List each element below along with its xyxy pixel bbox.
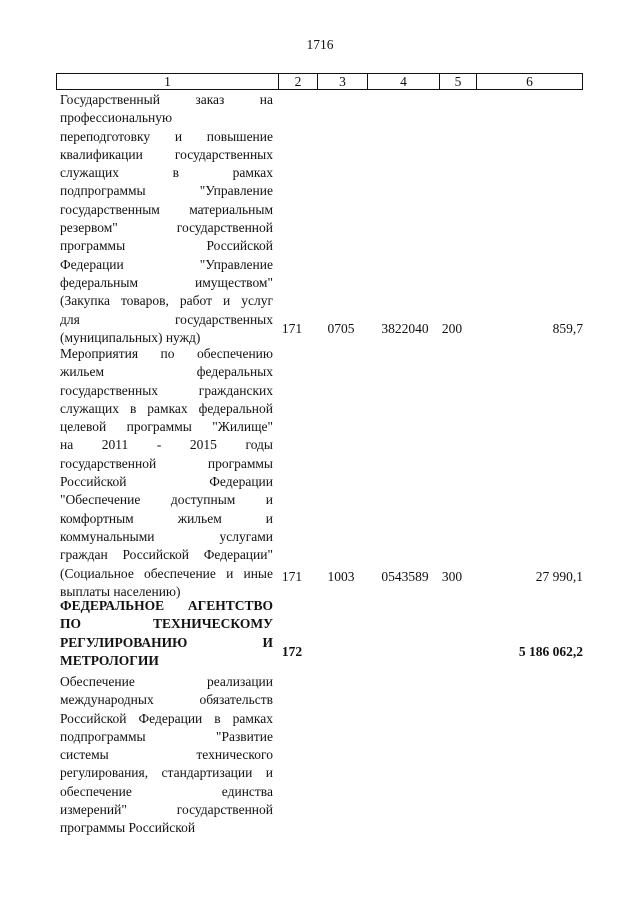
column-header-6: 6 [526, 74, 533, 89]
description-line: комфортным жильем и [60, 510, 273, 526]
table-header-row [56, 73, 583, 90]
table-row [60, 91, 583, 351]
description-line: ФЕДЕРАЛЬНОЕ АГЕНТСТВО [60, 598, 273, 613]
cell-code-5: 300 [441, 569, 463, 584]
description-line: (муниципальных) нужд) [60, 329, 201, 345]
description-line: жильем федеральных [60, 364, 273, 380]
description-line: ПО ТЕХНИЧЕСКОМУ [60, 616, 273, 632]
cell-code-2: 172 [281, 644, 303, 659]
description-line: Российской Федерации [60, 474, 273, 490]
cell-code-4: 3822040 [381, 321, 429, 336]
cell-code-4: 0543589 [381, 569, 429, 584]
row-description [60, 673, 273, 838]
description-line: выплаты населению) [60, 583, 181, 599]
description-line: для государственных [60, 311, 273, 327]
description-line: Российской Федерации в рамках [60, 710, 273, 726]
description-line: государственным материальным [60, 201, 273, 217]
table-row-agency [60, 597, 583, 677]
description-line: программы Российской [60, 238, 273, 254]
description-line: подпрограммы "Развитие [60, 728, 273, 744]
description-line: программы Российской [60, 820, 196, 836]
table-row [60, 345, 583, 605]
description-line: МЕТРОЛОГИИ [60, 652, 159, 668]
cell-amount: 859,7 [552, 321, 583, 336]
cell-amount: 27 990,1 [535, 569, 583, 584]
description-line: регулирования, стандартизации и [60, 765, 273, 781]
description-line: (Закупка товаров, работ и услуг [60, 293, 273, 309]
description-line: системы технического [60, 747, 273, 763]
row-description [60, 91, 273, 347]
page-number: 1716 [306, 37, 334, 52]
description-line: (Социальное обеспечение и иные [60, 565, 273, 581]
agency-title [60, 597, 273, 670]
description-line: резервом" государственной [60, 220, 273, 236]
cell-code-3: 0705 [327, 321, 355, 336]
description-line: федеральным имуществом" [60, 274, 273, 290]
description-line: Обеспечение реализации [60, 674, 273, 689]
description-line: измерений" государственной [60, 802, 273, 818]
description-line: служащих в рамках федеральной [60, 400, 273, 416]
description-line: на 2011 - 2015 годы [60, 437, 273, 453]
description-line: Мероприятия по обеспечению [60, 346, 273, 361]
cell-code-3: 1003 [327, 569, 355, 584]
cell-code-5: 200 [441, 321, 463, 336]
description-line: Федерации "Управление [60, 256, 273, 272]
column-header-1: 1 [57, 74, 279, 89]
cell-code-2: 171 [281, 569, 303, 584]
description-line: переподготовку и повышение [60, 128, 273, 144]
description-line: международных обязательств [60, 692, 273, 708]
description-line: подпрограммы "Управление [60, 183, 273, 199]
description-line: государственных гражданских [60, 382, 273, 398]
description-line: граждан Российской Федерации" [60, 547, 273, 563]
description-line: РЕГУЛИРОВАНИЮ И [60, 634, 273, 650]
column-header-5: 5 [440, 74, 477, 89]
description-line: государственной программы [60, 455, 273, 471]
description-line: коммунальными услугами [60, 528, 273, 544]
cell-code-2: 171 [281, 321, 303, 336]
table-row [60, 673, 583, 848]
description-line: служащих в рамках [60, 165, 273, 181]
description-line: обеспечение единства [60, 783, 273, 799]
description-line: целевой программы "Жилище" [60, 419, 273, 435]
column-header-4: 4 [368, 74, 440, 89]
description-line: квалификации государственных [60, 146, 273, 162]
column-header-2: 2 [279, 74, 318, 89]
row-description [60, 345, 273, 601]
cell-amount: 5 186 062,2 [518, 644, 583, 659]
description-line: Государственный заказ на [60, 92, 273, 107]
column-header-3: 3 [318, 74, 368, 89]
description-line: "Обеспечение доступным и [60, 492, 273, 508]
description-line: профессиональную [60, 110, 173, 126]
